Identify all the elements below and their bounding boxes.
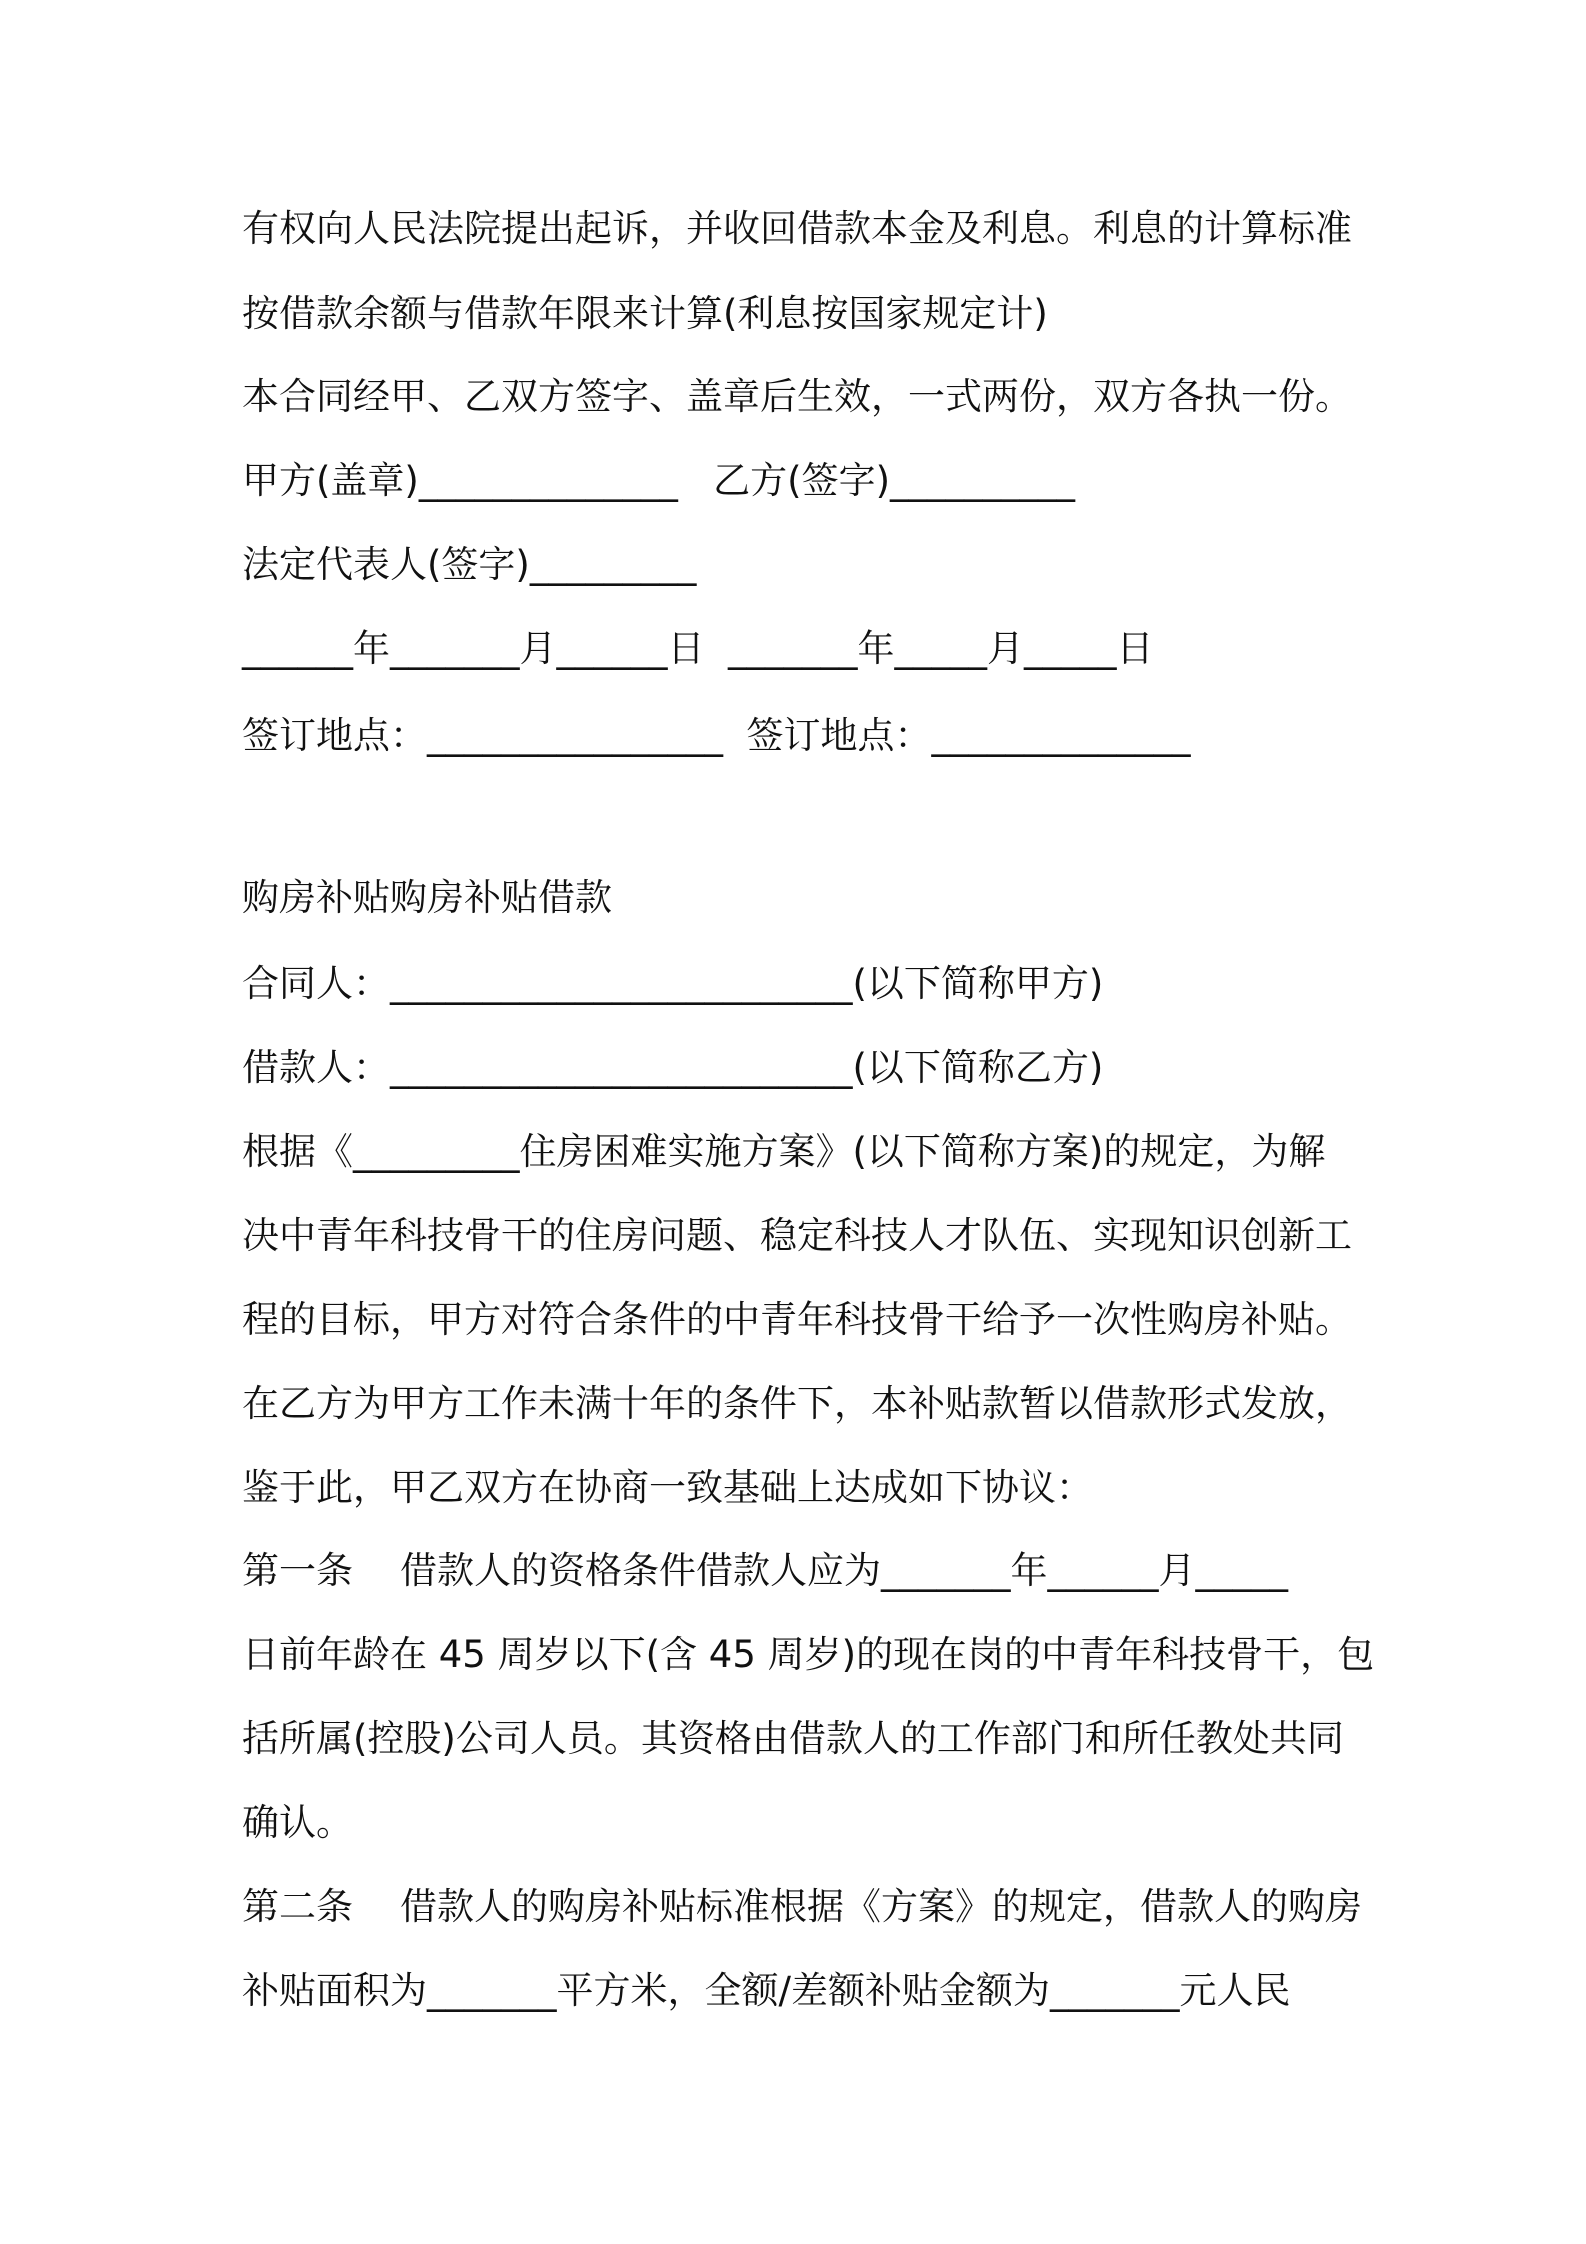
signing-place-line: 签订地点：________________ 签订地点：______________ [242, 714, 1191, 757]
party-a-line: 合同人：_________________________(以下简称甲方) [242, 962, 1104, 1005]
signature-line-representative: 法定代表人(签字)_________ [242, 543, 697, 586]
paragraph-line: 程的目标，甲方对符合条件的中青年科技骨干给予一次性购房补贴。 [242, 1298, 1352, 1341]
section-title: 购房补贴购房补贴借款 [242, 876, 612, 919]
date-line: ______年_______月______日 _______年_____月_____日 [242, 627, 1154, 670]
paragraph-line: 确认。 [242, 1801, 353, 1844]
article-two-line: 第二条 借款人的购房补贴标准根据《方案》的规定，借款人的购房 [242, 1885, 1363, 1928]
paragraph-line: 日前年龄在 45 周岁以下(含 45 周岁)的现在岗的中青年科技骨干，包 [242, 1633, 1375, 1676]
paragraph-line: 在乙方为甲方工作未满十年的条件下，本补贴款暂以借款形式发放， [242, 1382, 1352, 1425]
article-one-line: 第一条 借款人的资格条件借款人应为_______年______月_____ [242, 1549, 1289, 1592]
paragraph-line: 根据《_________住房困难实施方案》(以下简称方案)的规定，为解 [242, 1130, 1326, 1173]
paragraph-line: 补贴面积为_______平方米，全额/差额补贴金额为_______元人民 [242, 1969, 1291, 2012]
paragraph-line: 决中青年科技骨干的住房问题、稳定科技人才队伍、实现知识创新工 [242, 1214, 1352, 1257]
paragraph-line: 鉴于此，甲乙双方在协商一致基础上达成如下协议： [242, 1466, 1093, 1509]
paragraph-line: 有权向人民法院提出起诉，并收回借款本金及利息。利息的计算标准 [242, 207, 1352, 250]
paragraph-line: 本合同经甲、乙双方签字、盖章后生效，一式两份，双方各执一份。 [242, 375, 1352, 418]
paragraph-line: 括所属(控股)公司人员。其资格由借款人的工作部门和所任教处共同 [242, 1717, 1344, 1760]
signature-line-parties: 甲方(盖章)______________ 乙方(签字)__________ [242, 459, 1076, 502]
paragraph-line: 按借款余额与借款年限来计算(利息按国家规定计) [242, 292, 1048, 335]
borrower-line: 借款人：_________________________(以下简称乙方) [242, 1046, 1104, 1089]
